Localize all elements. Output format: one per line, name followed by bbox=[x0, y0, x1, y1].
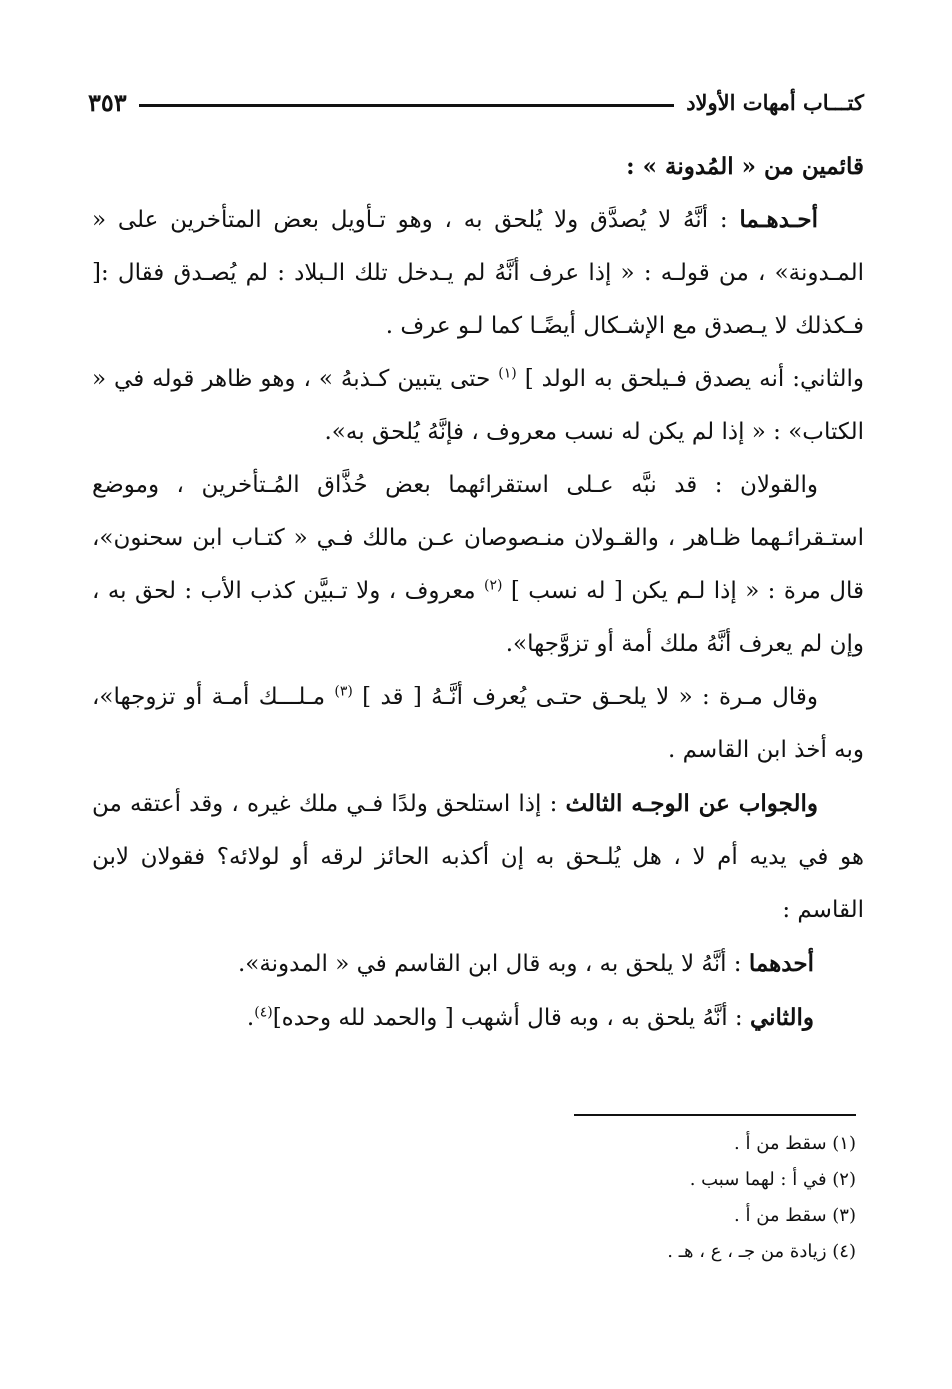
paragraph-another-time bbox=[92, 671, 864, 777]
paragraph-text: مـلـــك أمـة أو تزوجها»، وبه أخذ ابن القاسم . bbox=[92, 684, 864, 763]
footnote-item: (٢) في أ : لهما سبب . bbox=[689, 1169, 856, 1190]
opinion-end: . bbox=[246, 1005, 255, 1031]
opinion-text: : أنَّهُ يلحق به ، وبه قال أشهب [ والحمد لله وحده] bbox=[272, 1005, 750, 1031]
footnote-marker[interactable]: (٤) bbox=[254, 1004, 273, 1021]
paragraph-text: حتى يتبين كـذبهُ » ، وهو ظاهر قوله في « الكتاب» : « إذا لم يكن له نسب معروف ، فإنَّهُ يُلحق به». bbox=[92, 366, 864, 445]
opinion-one bbox=[92, 937, 864, 991]
footnote-marker[interactable]: (١) bbox=[498, 365, 517, 382]
page-number: ٣٥٣ bbox=[88, 87, 127, 117]
footnotes bbox=[436, 1126, 856, 1270]
opinion-lead: أحدهما bbox=[748, 950, 814, 977]
paragraph-lead: أحـدهـما bbox=[739, 206, 818, 233]
paragraph-text: : أنَّهُ لا يُصدَّق ولا يُلحق به ، وهو تـأويل بعض المتأخرين على « المـدونة» ، من قولـه : « إذا عرف أنَّهُ لم يـدخل تلك الـبلاد : لم يُصـدق فقال :[ فـكذلك لا يـصدق مع الإشـكال أيضًـا كما لـو عرف . bbox=[92, 207, 864, 339]
footnote-marker[interactable]: (٢) bbox=[484, 577, 503, 594]
paragraph-text: والقولان : قد نبَّه عـلى استقرائهما بعض حُذَّاق المُـتأخرين ، وموضع استـقرائـهما ظـاهر ، والقـولان منـصوصان عـن مالك فـي « كتـاب ابن سحنون»، قال مرة : « إذا لـم يكن [ له نسب ] bbox=[92, 472, 864, 604]
footnote-separator bbox=[574, 1114, 856, 1116]
paragraph-lead: والجواب عن الوجـه الثالث bbox=[565, 790, 818, 817]
footnote-item: (٤) زيادة من جـ ، ع ، هـ . bbox=[667, 1241, 856, 1262]
paragraph-third-answer bbox=[92, 777, 864, 937]
opinion-two bbox=[92, 991, 864, 1045]
section-heading: قائمين من « المُدونة » : bbox=[626, 153, 864, 180]
book-title: كتـــاب أمهات الأولاد bbox=[686, 89, 864, 115]
footnote-item: (١) سقط من أ . bbox=[734, 1133, 856, 1154]
running-header bbox=[88, 82, 864, 122]
paragraph-text: : إذا استلحق ولدًا فـي ملك غيره ، وقد أعتقه من هو في يديه أم لا ، هل يُلـحق به إن أكذبه الحائز لرقه أو لولائه؟ فقولان لابن القاسم : bbox=[92, 791, 864, 923]
header-rule bbox=[139, 104, 675, 107]
paragraph-text: معروف ، ولا تـبيَّن كذب الأب : لحق به ، وإن لم يعرف أنَّهُ ملك أمة أو تزوَّجها». bbox=[92, 578, 864, 657]
opinion-lead: والثاني bbox=[749, 1004, 814, 1031]
main-text bbox=[92, 140, 864, 1045]
paragraph-second-view bbox=[92, 353, 864, 459]
opinion-text: : أنَّهُ لا يلحق به ، وبه قال ابن القاسم في « المدونة». bbox=[237, 951, 749, 977]
paragraph-two-opinions bbox=[92, 459, 864, 671]
footnote-item: (٣) سقط من أ . bbox=[734, 1205, 856, 1226]
footnote-marker[interactable]: (٣) bbox=[334, 683, 353, 700]
paragraph-first-view bbox=[92, 193, 864, 353]
paragraph-text: وقال مـرة : « لا يلحـق حتـى يُعرف أنَّـهُ [ قد ] bbox=[352, 684, 818, 710]
paragraph-text: والثاني: أنه يصدق فـيلحق به الولد ] bbox=[516, 366, 864, 392]
